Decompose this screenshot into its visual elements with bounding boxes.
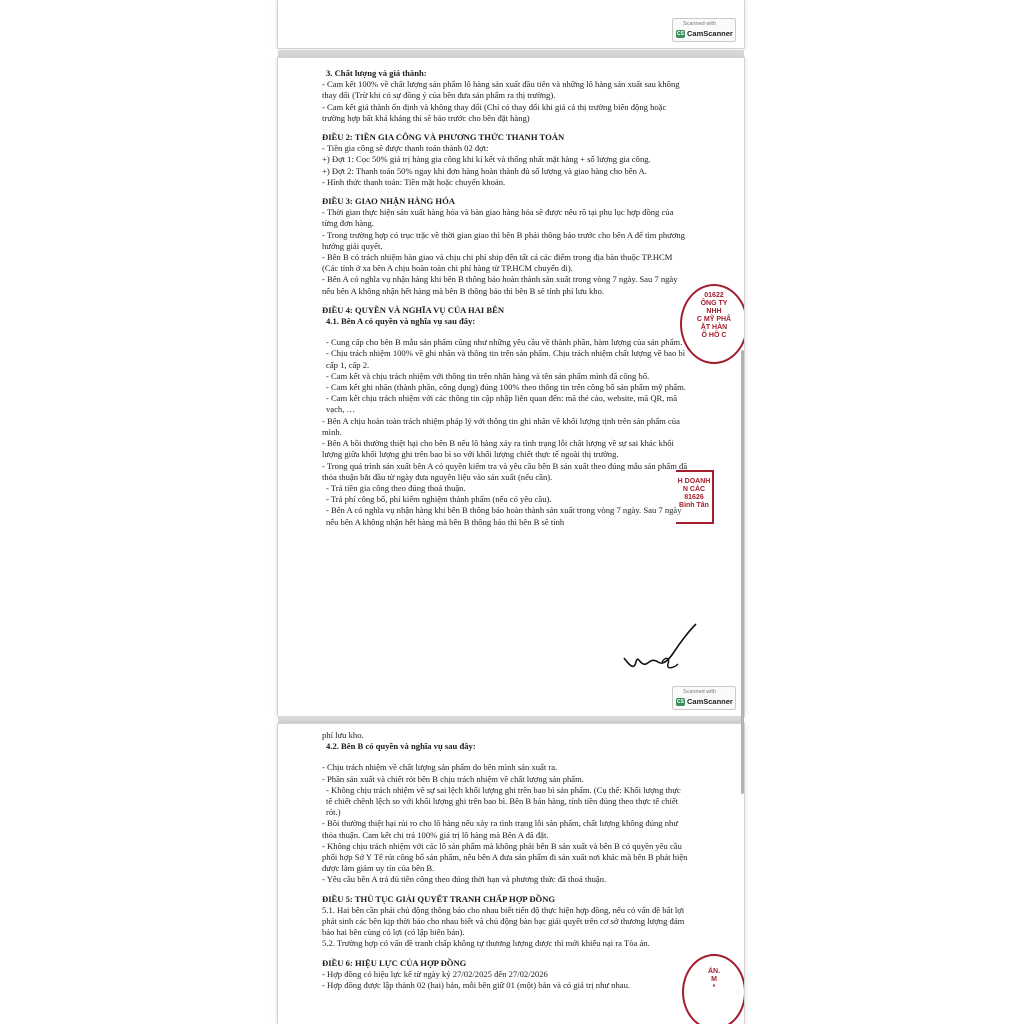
paragraph: - Bồi thường thiệt hại rủi ro cho lô hàng nếu xảy ra tình trạng lỗi sản phẩm, chất lượng không đúng như thỏa thuận. Cam kết chi trả 100% giá trị lô hàng mà Bên A đã đặt. [322,818,679,840]
paragraph: - Yêu cầu bên A trả đủ tiền công theo đúng thời hạn và phương thức đã thoả thuận. [322,874,607,885]
page-2-text [322,68,688,528]
signature [618,618,708,678]
stamp-text: C MỸ PHẨ [696,316,732,323]
paragraph: - Hợp đồng được lập thành 02 (hai) bản, mỗi bên giữ 01 (một) bản và có giá trị như nhau. [322,980,631,991]
company-stamp [680,284,744,364]
paragraph: - Bên A bồi thường thiệt hại cho bên B nếu lô hàng xảy ra tình trạng lỗi chất lượng về sự sai khác khối lượng giữa khối lượng ghi trên bao bì so với khối lượng chiết thực tế ngoài thị trường. [322,438,674,460]
company-stamp [682,954,744,1024]
vertical-scrollbar[interactable] [741,350,744,794]
paragraph: - Bên A có nghĩa vụ nhận hàng khi bên B thông báo hoàn thành sản xuất trong vòng 7 ngày. Sau 7 ngày nếu bên A không nhận hết hàng mà bên B thông báo thì bên B sẽ tính phí lưu kho. [322,274,678,296]
section-heading: ĐIỀU 4: QUYỀN VÀ NGHĨA VỤ CỦA HAI BÊN [322,304,505,315]
stamp-text: H DOANH [677,478,711,485]
business-stamp [676,470,714,524]
stamp-text: Ố HỒ C [701,332,727,339]
paragraph: - Bên A có nghĩa vụ nhận hàng khi bên B thông báo hoàn thành sản xuất trong vòng 7 ngày. Sau 7 ngày nếu bên A không nhận hết hàng mà bên B thông báo thì bên B sẽ tính [326,505,682,527]
paragraph: - Trả tiền gia công theo đúng thoả thuận. [326,482,466,493]
watermark-name: CamScanner [687,29,733,38]
paragraph: - Phần sản xuất và chiết rót bên B chịu trách nhiệm về chất lượng sản phẩm. [322,773,584,784]
paragraph: - Không chịu trách nhiệm với các lô sản phẩm mà không phải bên B sản xuất và bên B có quyền yêu cầu phối hợp Sở Y Tế rút công bố sản phẩm, nếu bên A đưa sản phẩm đi sản xuất nơi khác mà bên B phát hiện được làm giảm uy tín của bên B. [322,840,688,874]
stamp-text: N CÁC [682,486,706,493]
camscanner-logo-icon: CS [677,699,684,705]
stamp-text: ẶT HÀN [700,324,728,331]
stamp-text: NHH [706,308,722,315]
subsection-heading: 3. Chất lượng và giá thành: [326,68,427,78]
paragraph: - Thời gian thực hiện sản xuất hàng hóa và bàn giao hàng hóa sẽ được nêu rõ tại phụ lục hợp đồng của từng đơn hàng. [322,207,674,229]
stamp-text: ÔNG TY [700,300,728,307]
paragraph: - Trả phí công bố, phí kiểm nghiệm thành phẩm (nếu có yêu cầu). [326,494,552,505]
paragraph: - Cam kết giá thành ổn định và không thay đổi (Chỉ có thay đổi khi giá cả thị trường biến động hoặc trường hợp bất khả kháng thì sẽ báo trước cho bên đặt hàng) [322,101,667,123]
paragraph: - Không chịu trách nhiệm về sự sai lệch khối lượng ghi trên bao bì sản phẩm. (Cụ thể: Khối lượng thực tế chiết chênh lệch so với khối lượng ghi trên bao bì. Bên B bán hàng, tính tiền đúng theo thực tế chiết rót.) [326,784,681,818]
paragraph: - Cung cấp cho bên B mẫu sản phẩm cũng như những yêu cầu về thành phần, hàm lượng của sản phẩm. [326,337,683,348]
section-heading: ĐIỀU 5: THỦ TỤC GIẢI QUYẾT TRANH CHẤP HỢP ĐỒNG [322,893,556,904]
camscanner-logo-icon: CS [677,31,684,37]
paragraph: - Cam kết 100% về chất lượng sản phẩm lô hàng sản xuất đầu tiên và những lô hàng sản xuất sau không thay đổi (Trừ khi có sự đồng ý của bên đưa sản phẩm ra thị trường). [322,79,680,101]
stamp-text: M [711,976,717,983]
stamp-text: Bình Tân [679,502,709,509]
watermark-name: CamScanner [687,697,733,706]
paragraph: - Cam kết và chịu trách nhiệm với thông tin trên nhãn hàng và tên sản phẩm mình đã công bố. [326,370,650,381]
stamp-text: 81626 [684,494,704,501]
paragraph: +) Đợt 1: Cọc 50% giá trị hàng gia công khi kí kết và thống nhất mặt hàng + số lượng gia công. [322,154,651,165]
camscanner-watermark [672,18,736,42]
page-2 [278,58,744,716]
paragraph: - Hợp đồng có hiệu lực kể từ ngày ký 27/02/2025 đến 27/02/2026 [322,968,548,979]
paragraph [322,752,688,762]
paragraph: 5.2. Trường hợp có vấn đề tranh chấp không tự thương lượng được thì mới khiếu nại ra Tòa án. [322,938,650,949]
page-gap [278,50,744,58]
paragraph: - Trong trường hợp có trục trặc về thời gian giao thì bên B phải thông báo trước cho bên A để tìm phương hướng giải quyết. [322,229,685,251]
stamp-text: ÁN. [707,968,721,975]
page-3-text [322,730,688,991]
section-heading: ĐIỀU 6: HIỆU LỰC CỦA HỢP ĐỒNG [322,957,467,968]
paragraph: 5.1. Hai bên cần phải chủ động thông báo cho nhau biết tiến độ thực hiện hợp đồng, nếu có vấn đề bất lợi phát sinh các bên kịp thời báo cho nhau biết và chủ động bàn bạc giải quyết trên cơ sở thương lượng đảm bảo hai bên cùng có lợi (có lập biên bản). [322,904,685,938]
paragraph: - Trong quá trình sản xuất bên A có quyền kiểm tra và yêu cầu bên B sản xuất theo đúng mẫu sản phẩm đã thỏa thuận bắt đầu từ ngày đưa nguyên liệu vào sản xuất (nếu cần). [322,460,688,482]
paragraph: - Hình thức thanh toán: Tiền mặt hoặc chuyển khoản. [322,176,506,187]
page-gap [278,716,744,724]
paragraph: - Chịu trách nhiệm 100% về ghi nhãn và thông tin trên sản phẩm. Chịu trách nhiệm chất lượng về bao bì cấp 1, cấp 2. [326,348,686,370]
paragraph [322,327,688,337]
paragraph: phí lưu kho. [322,730,364,740]
stamp-text: 01622 [704,292,724,299]
watermark-top-text: Scanned with [683,689,717,695]
section-heading: ĐIỀU 2: TIỀN GIA CÔNG VÀ PHƯƠNG THỨC THANH TOÁN [322,132,565,143]
paragraph: - Bên A chịu hoàn toàn trách nhiệm pháp lý với thông tin ghi nhãn về khối lượng tịnh trên sản phẩm của mình. [322,415,680,437]
watermark-top-text: Scanned with [683,21,717,27]
camscanner-watermark [672,686,736,710]
subsection-heading: 4.1. Bên A có quyền và nghĩa vụ sau đây: [326,316,476,327]
paragraph: - Cam kết ghi nhãn (thành phần, công dụng) đúng 100% theo thông tin trên công bố sản phẩm mỹ phẩm. [326,382,686,393]
paragraph: - Cam kết chịu trách nhiệm với các thông tin cập nhập liên quan đến: mã thẻ cào, website, mã QR, mã vạch, … [326,393,678,415]
subsection-heading: 4.2. Bên B có quyền và nghĩa vụ sau đây: [326,741,476,752]
paragraph: - Bên B có trách nhiệm bàn giao và chịu chi phí ship đến tất cả các điểm trong địa bàn thuộc TP.HCM (Các tỉnh ở xa bên A chịu hoàn toàn chi phí hàng từ TP.HCM chuyển đi). [322,252,673,274]
paragraph: +) Đợt 2: Thanh toán 50% ngay khi đơn hàng hoàn thành đủ số lượng và giao hàng cho bên A. [322,165,647,176]
paragraph: - Tiền gia công sẽ được thanh toán thành 02 đợt: [322,143,489,154]
paragraph: - Chịu trách nhiệm về chất lượng sản phẩm do bên mình sản xuất ra. [322,762,558,773]
page-1 [278,0,744,48]
stamp-text: * [712,984,716,991]
page-3 [278,724,744,1024]
section-heading: ĐIỀU 3: GIAO NHẬN HÀNG HÓA [322,196,455,207]
